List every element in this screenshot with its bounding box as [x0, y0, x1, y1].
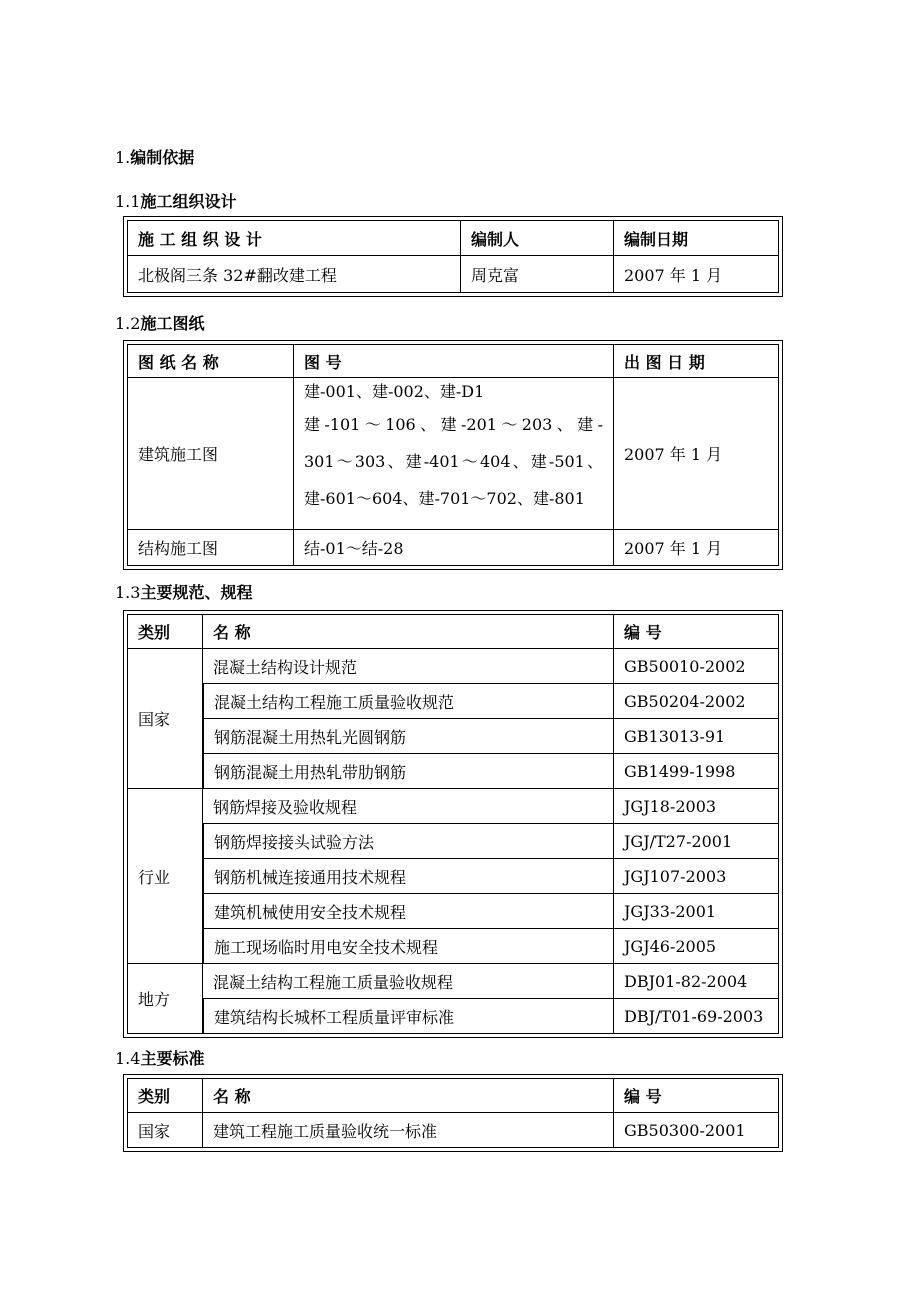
table-row — [127, 999, 779, 1034]
table-row — [127, 929, 779, 964]
drawing-number-cell: 建-001、建-002、建-D1 建-101～106、建-201～203、建- 301～303、建-401～404、建-501、 建-601～604、建-701～702、建-801 — [294, 378, 614, 530]
header-cell: 名 称 — [203, 1078, 614, 1113]
category-cell: 国家 — [127, 1113, 203, 1148]
header-cell: 编制人 — [461, 220, 614, 256]
code-number-cell: GB50010-2002 — [614, 649, 779, 684]
table-row — [127, 378, 779, 530]
project-name-cell: 北极阁三条 32#翻改建工程 — [127, 256, 461, 293]
code-number-cell: JGJ33-2001 — [614, 894, 779, 929]
category-cell: 地方 — [127, 964, 203, 1034]
code-name-cell: 钢筋机械连接通用技术规程 — [203, 859, 614, 894]
code-name-cell: 钢筋焊接接头试验方法 — [203, 824, 614, 859]
code-number-cell: DBJ/T01-69-2003 — [614, 999, 779, 1034]
drawings-table — [127, 344, 779, 566]
standard-number-cell: GB50300-2001 — [614, 1113, 779, 1148]
table-row — [127, 649, 779, 684]
code-name-cell: 混凝土结构设计规范 — [203, 649, 614, 684]
code-number-cell: GB50204-2002 — [614, 684, 779, 719]
table-row — [127, 789, 779, 824]
drawing-number-cell: 结-01～结-28 — [294, 530, 614, 566]
standard-name-cell: 建筑工程施工质量验收统一标准 — [203, 1113, 614, 1148]
code-name-cell: 施工现场临时用电安全技术规程 — [203, 929, 614, 964]
category-cell: 行业 — [127, 789, 203, 964]
header-cell: 编制日期 — [614, 220, 779, 256]
table-row — [127, 256, 779, 293]
code-name-cell: 混凝土结构工程施工质量验收规程 — [203, 964, 614, 999]
heading-1-2: 1.2施工图纸 — [115, 314, 205, 333]
header-cell: 施 工 组 织 设 计 — [127, 220, 461, 256]
category-cell: 国家 — [127, 649, 203, 789]
codes-table — [127, 614, 779, 1034]
code-number-cell: JGJ/T27-2001 — [614, 824, 779, 859]
code-name-cell: 钢筋混凝土用热轧光圆钢筋 — [203, 719, 614, 754]
code-name-cell: 建筑机械使用安全技术规程 — [203, 894, 614, 929]
code-number-cell: GB1499-1998 — [614, 754, 779, 789]
header-cell: 名 称 — [203, 614, 614, 649]
drawing-date-cell: 2007 年 1 月 — [614, 530, 779, 566]
header-cell: 图 纸 名 称 — [127, 344, 294, 378]
heading-1-4: 1.4主要标准 — [115, 1049, 205, 1068]
heading-1-3: 1.3主要规范、规程 — [115, 583, 253, 602]
code-name-cell: 钢筋混凝土用热轧带肋钢筋 — [203, 754, 614, 789]
construction-design-table — [127, 220, 779, 293]
table-row — [127, 894, 779, 929]
table-row — [127, 964, 779, 999]
code-number-cell: DBJ01-82-2004 — [614, 964, 779, 999]
standards-table — [127, 1078, 779, 1148]
header-cell: 出 图 日 期 — [614, 344, 779, 378]
heading-1: 1.编制依据 — [115, 148, 195, 167]
code-name-cell: 混凝土结构工程施工质量验收规范 — [203, 684, 614, 719]
table-row — [127, 530, 779, 566]
author-cell: 周克富 — [461, 256, 614, 293]
date-cell: 2007 年 1 月 — [614, 256, 779, 293]
code-number-cell: GB13013-91 — [614, 719, 779, 754]
code-number-cell: JGJ107-2003 — [614, 859, 779, 894]
header-cell: 类别 — [127, 614, 203, 649]
heading-1-1: 1.1施工组织设计 — [115, 192, 237, 211]
table-row — [127, 1113, 779, 1148]
code-number-cell: JGJ46-2005 — [614, 929, 779, 964]
header-cell: 编 号 — [614, 614, 779, 649]
drawing-name-cell: 结构施工图 — [127, 530, 294, 566]
code-name-cell: 钢筋焊接及验收规程 — [203, 789, 614, 824]
drawing-date-cell: 2007 年 1 月 — [614, 378, 779, 530]
drawing-name-cell: 建筑施工图 — [127, 378, 294, 530]
table-row — [127, 824, 779, 859]
header-cell: 类别 — [127, 1078, 203, 1113]
code-name-cell: 建筑结构长城杯工程质量评审标准 — [203, 999, 614, 1034]
table-row — [127, 859, 779, 894]
header-cell: 图 号 — [294, 344, 614, 378]
code-number-cell: JGJ18-2003 — [614, 789, 779, 824]
table-row — [127, 754, 779, 789]
header-cell: 编 号 — [614, 1078, 779, 1113]
table-row — [127, 719, 779, 754]
table-row — [127, 684, 779, 719]
